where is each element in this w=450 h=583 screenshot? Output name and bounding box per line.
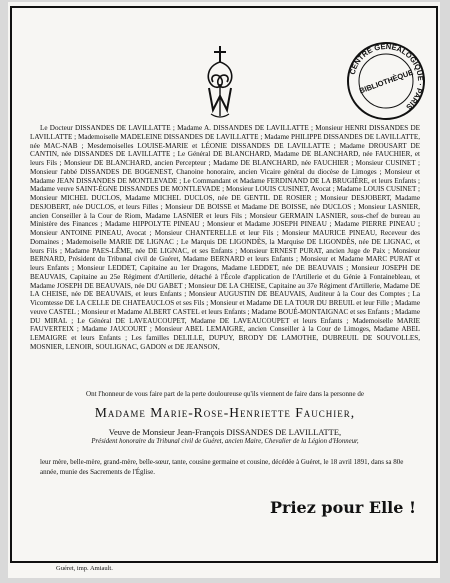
widow-of-line: Veuve de Monsieur Jean-François DISSANDES DE LAVILLATTE, (108, 427, 342, 437)
prayer-line: Priez pour Elle ! (270, 498, 416, 517)
announcement-line: Ont l'honneur de vous faire part de la perte douloureuse qu'ils viennent de faire dans la personne de (86, 390, 364, 398)
monogram-cross-emblem (195, 44, 245, 118)
stamp-ring-text: CENTRE GÉNÉALOGIQUE · PARIS (347, 41, 426, 112)
library-stamp (345, 40, 427, 122)
stamp-label: BIBLIOTHÈQUE (358, 67, 415, 96)
husband-title-line: Président honoraire du Tribunal civil de Guéret, ancien Maire, Chevalier de la Légion d'Honneur, (91, 438, 359, 445)
deceased-name: Madame Marie-Rose-Henriette Fauchier, (94, 405, 356, 420)
printer-credit: Guéret, imp. Amiault. (56, 565, 113, 572)
family-list-text: Le Docteur DISSANDES DE LAVILLATTE ; Madame A. DISSANDES DE LAVILLATTE ; Monsieur HENRI DISSANDES DE LAVILLATTE ; Mademoiselle MADELEINE DISSANDES DE LAVILLATTE ; Madame PHILIPPE DISSANDES DE LAVILLATTE, née MAC-NAB ; Mesdemoiselles LOUISE-MARIE et LÉONIE DISSANDES DE LAVILLATTE ; Madame DROUSART DE CANTIN, née DISSANDES DE LAVILLATTE ; Le Général DE BLANCHARD, Madame DE BLANCHARD, née FAUCHIER, et leurs Fils ; Monsieur DE BLANCHARD, ancien Percepteur ; Madame DE BLANCHARD, née FAUCHIER ; Monsieur CUSINET ; Monsieur l'abbé DISSANDES DE BOGENEST, Chanoine honoraire, ancien Vicaire général du diocèse de Limoges ; Monsieur et Madame JEAN DISSANDES DE MONTLEVADE ; Le Commandant et Madame FERDINAND DE LA BRUGIÈRE, et leurs Enfants ; Madame veuve SAINT-ÉGNE DISSANDES DE MONTLEVADE ; Monsieur LOUIS CUSINET, Avocat ; Madame LOUIS CUSINET ; Monsieur MICHEL DUCLOS, Madame MICHEL DUCLOS, née DE GENTIL DE ROSIER ; Monsieur DESJOBERT, Madame DESJOBERT, née DUCLOS, et leurs Filles ; Monsieur DE BOISSE et Madame DE BOISSE, née DUCLOS ; Monsieur LASNIER, ancien Conseiller à la Cour de Riom, Madame LASNIER et leurs Fils ; Monsieur GERMAIN LASNIER, sous-chef de bureau au Ministère des Finances ; Madame HIPPOLYTE PINEAU ; Monsieur et Madame JOSEPH PINEAU ; Madame PIERRE PINEAU ; Monsieur ANTOINE PINEAU, Avocat ; Monsieur CHANTERELLE et leur Fils ; Monsieur MAURICE PINEAU, Receveur des Domaines ; Mademoiselle MARIE DE LIGNAC ; Le Marquis DE LIGONDÈS, la Marquise DE LIGONDÈS, née DE LIGNAC, et leurs Fils ; Madame PAES-LÊME, née DE LIGNAC, et ses Enfants ; Monsieur ERNEST PURAT, ancien Juge de Paix ; Monsieur BERNARD, Président du Tribunal civil de Guéret, Madame BERNARD et leurs Enfants ; Monsieur et Madame MARC PURAT et leurs Enfants ; Monsieur LEDDET, Capitaine au 1er Dragons, Madame LEDDET, née DE BEAUVAIS ; Monsieur JOSEPH DE BEAUVAIS, Capitaine au 25e Régiment d'Artillerie, détaché à l'École d'application de l'Artillerie et du Génie à Fontainebleau, et Madame JOSEPH DE BEAUVAIS, née DU GABET ; Monsieur DE LA CHEISE, Capitaine au 37e Régiment d'Artillerie, Madame DE LA CHEISE, née DE BEAUVAIS, et leurs Enfants ; Monsieur AUGUSTIN DE BEAUVAIS, Auditeur à la Cour des Comptes ; La Vicomtesse DE LA CELLE DE CHATEAUCLOS et ses Fils ; Monsieur et Madame DE LA TOUR DU BREUIL et leur Fille ; Madame veuve CASTEL ; Monsieur et Madame ALBERT CASTEL et leurs Enfants ; Madame BOUÉ-MONTAIGNAC et ses Enfants ; Madame DU MIRAL ; Le Général DE LAVEAUCOUPET, Madame DE LAVEAUCOUPET et leurs Enfants ; Mademoiselle MARIE FAUVERTEIX ; Madame JAUCOURT ; Monsieur ABEL LEMAIGRE, ancien Conseiller à la Cour de Limoges, Madame ABEL LEMAIGRE et leurs Enfants ; Les familles DELILLE, DUPUY, BRODY DE LAMOTHE, DUBREUIL DE SOUVOLLES, MOSNIER, LENOIR, SOULIGNAC, GADON et DE JEANSON, (30, 124, 420, 351)
death-details: leur mère, belle-mère, grand-mère, belle-sœur, tante, cousine germaine et cousine, décédée à Guéret, le 18 avril 1891, dans sa 80e année, munie des Sacrements de l'Église. (40, 458, 404, 476)
family-list (30, 124, 420, 352)
